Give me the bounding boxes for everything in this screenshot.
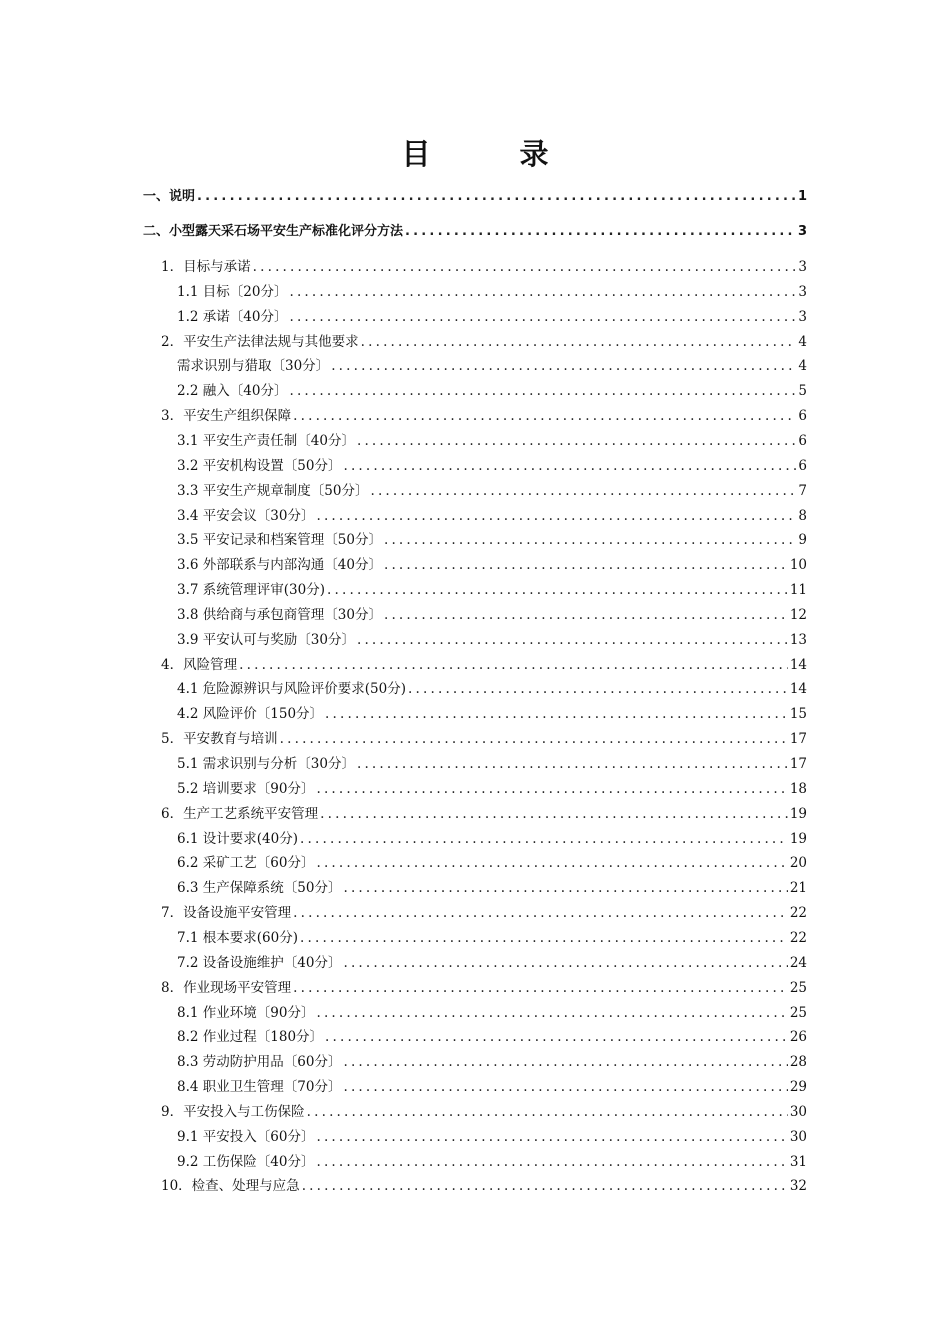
toc-entry[interactable] [177,631,807,649]
dot-leader [327,581,788,599]
toc-entry-title: 8.4 职业卫生管理〔70分〕 [177,1079,342,1095]
dot-leader [289,308,796,326]
toc-entry-title: 6.1 设计要求(40分) [177,831,298,847]
toc-page-number: 18 [789,781,807,797]
toc-page-number: 3 [797,224,807,239]
toc-page-number: 6 [798,458,807,474]
toc-entry[interactable] [177,1128,807,1146]
toc-page-number: 19 [789,831,807,847]
toc-entry[interactable] [161,730,807,748]
toc-entry[interactable] [161,258,807,276]
dot-leader [316,1004,787,1022]
toc-entry-title: 9.1 平安投入〔60分〕 [177,1129,315,1145]
toc-entry-title: 二、小型露天采石场平安生产标准化评分方法 [143,224,404,239]
dot-leader [293,979,788,997]
toc-entry[interactable] [161,333,807,351]
dot-leader [343,1053,787,1071]
toc-page-number: 19 [789,806,807,822]
toc-entry-title: 5.2 培训要求〔90分〕 [177,781,315,797]
toc-entry-title: 3.2 平安机构设置〔50分〕 [177,458,342,474]
dot-leader [293,407,796,425]
toc-entry-title: 3.4 平安会议〔30分〕 [177,508,315,524]
toc-entry-title: 6.3 生产保障系统〔50分〕 [177,880,342,896]
toc-page-number: 5 [798,383,807,399]
dot-leader [302,1177,788,1195]
toc-page-number: 11 [789,582,807,598]
toc-page-number: 25 [789,1005,807,1021]
toc-entry-title: 8．作业现场平安管理 [161,980,292,996]
toc-page-number: 4 [798,358,807,374]
dot-leader [384,606,788,624]
toc-entry[interactable] [177,482,807,500]
toc-entry-title: 8.2 作业过程〔180分〕 [177,1029,324,1045]
dot-leader [197,188,796,206]
dot-leader [357,432,796,450]
dot-leader [384,531,796,549]
toc-entry[interactable] [161,1103,807,1121]
dot-leader [307,1103,788,1121]
toc-entry-title: 需求识别与猎取〔30分〕 [177,358,330,374]
toc-page-number: 30 [789,1104,807,1120]
toc-entry[interactable] [177,780,807,798]
dot-leader [405,223,796,241]
toc-page-number: 32 [789,1178,807,1194]
toc-entry[interactable] [177,581,807,599]
dot-leader [343,879,787,897]
toc-entry[interactable] [161,407,807,425]
toc-entry[interactable] [177,606,807,624]
dot-leader [384,556,788,574]
toc-entry[interactable] [177,357,807,375]
toc-page-number: 21 [789,880,807,896]
toc-entry[interactable] [177,531,807,549]
dot-leader [343,954,787,972]
toc-page-number: 15 [789,706,807,722]
toc-page-number: 14 [789,681,807,697]
toc-entry-title: 6.2 采矿工艺〔60分〕 [177,855,315,871]
dot-leader [408,680,788,698]
dot-leader [316,1128,787,1146]
dot-leader [280,730,788,748]
toc-entry[interactable] [177,283,807,301]
toc-entry-title: 7.1 根本要求(60分) [177,930,298,946]
toc-page-number: 12 [789,607,807,623]
toc-entry[interactable] [177,1053,807,1071]
dot-leader [357,755,788,773]
dot-leader [253,258,797,276]
toc-page-number: 9 [798,532,807,548]
toc-entry[interactable] [161,979,807,997]
toc-page-number: 7 [798,483,807,499]
toc-entry[interactable] [177,556,807,574]
toc-page-number: 6 [798,433,807,449]
toc-page-number: 13 [789,632,807,648]
dot-leader [343,1078,787,1096]
toc-entry[interactable] [177,705,807,723]
toc-page-number: 22 [789,905,807,921]
toc-entry-title: 1．目标与承诺 [161,259,251,275]
dot-leader [325,1028,788,1046]
toc-page-number: 1 [797,189,807,204]
toc-entry-title: 3.7 系统管理评审(30分) [177,582,325,598]
toc-entry-title: 4．风险管理 [161,657,238,673]
toc-entry[interactable] [177,755,807,773]
toc-entry[interactable] [177,929,807,947]
toc-entry[interactable] [161,805,807,823]
toc-page-number: 20 [789,855,807,871]
toc-entry[interactable] [161,1177,807,1195]
toc-entry-title: 10．检查、处理与应急 [161,1178,300,1194]
toc-page-number: 3 [798,259,807,275]
toc-page-number: 14 [789,657,807,673]
dot-leader [239,656,788,674]
toc-entry-title: 5．平安教育与培训 [161,731,278,747]
page-title: 目 录 [401,137,579,171]
toc-page-number: 22 [789,930,807,946]
dot-leader [316,1153,787,1171]
toc-page-number: 24 [789,955,807,971]
toc-page-number: 3 [798,284,807,300]
toc-entry[interactable] [177,507,807,525]
toc-entry-title: 6．生产工艺系统平安管理 [161,806,319,822]
toc-entry[interactable] [177,954,807,972]
toc-entry[interactable] [177,1078,807,1096]
toc-entry-title: 3.8 供给商与承包商管理〔30分〕 [177,607,382,623]
toc-section[interactable] [143,188,807,206]
dot-leader [289,283,796,301]
dot-leader [289,382,796,400]
toc-page-number: 10 [789,557,807,573]
toc-page-number: 17 [789,756,807,772]
toc-entry-title: 3.5 平安记录和档案管理〔50分〕 [177,532,382,548]
toc-entry[interactable] [177,457,807,475]
toc-entry-title: 4.1 危险源辨识与风险评价要求(50分) [177,681,406,697]
dot-leader [361,333,797,351]
toc-entry[interactable] [161,656,807,674]
toc-page-number: 28 [789,1054,807,1070]
toc-entry-title: 2.2 融入〔40分〕 [177,383,288,399]
toc-entry[interactable] [177,1004,807,1022]
dot-leader [357,631,788,649]
toc-entry-title: 7．设备设施平安管理 [161,905,292,921]
toc-entry[interactable] [161,904,807,922]
toc-entry-title: 4.2 风险评价〔150分〕 [177,706,324,722]
dot-leader [316,507,796,525]
toc-entry[interactable] [177,432,807,450]
toc-entry[interactable] [177,680,807,698]
toc-page-number: 26 [789,1029,807,1045]
toc-entry[interactable] [177,1028,807,1046]
toc-entry-title: 9.2 工伤保险〔40分〕 [177,1154,315,1170]
dot-leader [316,854,787,872]
toc-section[interactable] [143,223,807,241]
toc-entry-title: 7.2 设备设施维护〔40分〕 [177,955,342,971]
toc-page-number: 6 [798,408,807,424]
toc-entry-title: 3．平安生产组织保障 [161,408,292,424]
toc-entry-title: 3.9 平安认可与奖励〔30分〕 [177,632,355,648]
toc-page-number: 8 [798,508,807,524]
toc-entry-title: 2．平安生产法律法规与其他要求 [161,334,359,350]
toc-page-number: 25 [789,980,807,996]
dot-leader [300,830,788,848]
toc-entry-title: 8.1 作业环境〔90分〕 [177,1005,315,1021]
toc-entry-title: 9．平安投入与工伤保险 [161,1104,305,1120]
dot-leader [325,705,788,723]
toc-entry[interactable] [177,1153,807,1171]
toc-entry[interactable] [177,854,807,872]
toc-page-number: 4 [798,334,807,350]
toc-page-number: 3 [798,309,807,325]
toc-page-number: 31 [789,1154,807,1170]
dot-leader [370,482,796,500]
toc-page-number: 30 [789,1129,807,1145]
toc-entry-title: 1.1 目标〔20分〕 [177,284,288,300]
toc-entry[interactable] [177,308,807,326]
toc-entry-title: 3.1 平安生产责任制〔40分〕 [177,433,355,449]
toc-entry-title: 3.3 平安生产规章制度〔50分〕 [177,483,369,499]
toc-entry[interactable] [177,879,807,897]
toc-entry-title: 8.3 劳动防护用品〔60分〕 [177,1054,342,1070]
toc-entry[interactable] [177,830,807,848]
toc-entry-title: 3.6 外部联系与内部沟通〔40分〕 [177,557,382,573]
dot-leader [300,929,788,947]
toc-entry-title: 1.2 承诺〔40分〕 [177,309,288,325]
toc-page-number: 29 [789,1079,807,1095]
dot-leader [343,457,796,475]
toc-entry-title: 5.1 需求识别与分析〔30分〕 [177,756,355,772]
dot-leader [331,357,796,375]
toc-page-number: 17 [789,731,807,747]
dot-leader [316,780,787,798]
toc-entry[interactable] [177,382,807,400]
dot-leader [320,805,788,823]
toc-entry-title: 一、说明 [143,189,196,204]
dot-leader [293,904,788,922]
